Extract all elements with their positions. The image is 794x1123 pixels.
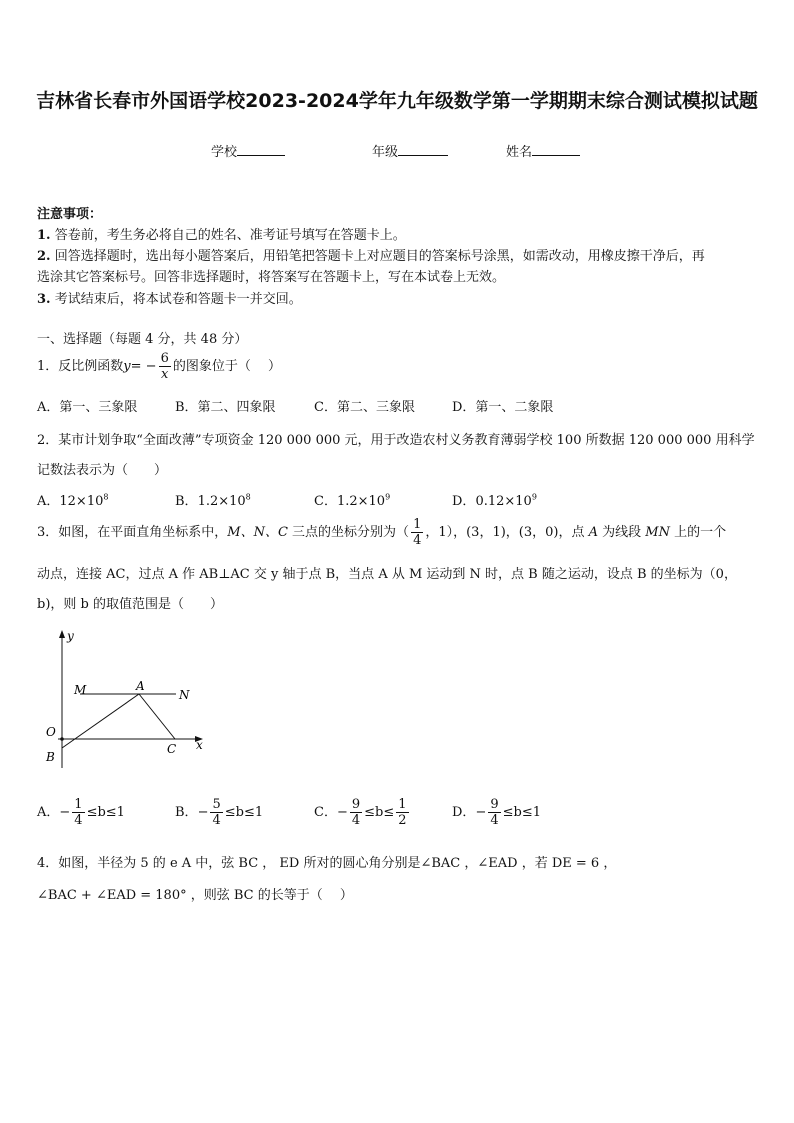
q3-option-d-frac: [488, 797, 500, 828]
q3-option-d[interactable]: [452, 795, 541, 831]
q2-option-c-label: C．: [314, 494, 337, 509]
label-n: N: [179, 688, 190, 702]
grade-field: [372, 141, 448, 160]
q2-option-a-base: 12×10: [59, 494, 104, 509]
q3-option-d-num: 9: [490, 797, 499, 812]
q2-option-b-label: B．: [175, 494, 198, 509]
label-m: M: [74, 683, 87, 697]
q2-option-b[interactable]: [175, 490, 251, 509]
label-b: B: [46, 750, 55, 764]
q2-option-d-base: 0.12×10: [475, 494, 532, 509]
q2-option-a-label: A．: [37, 494, 60, 509]
q3-line3: b)，则 b 的取值范围是（ ）: [37, 597, 223, 612]
q3-option-b-den: 4: [212, 813, 221, 828]
q3-option-d-neg: −: [475, 805, 487, 820]
q2-option-c-base: 1.2×10: [336, 494, 386, 509]
q3-option-a-frac: [72, 797, 84, 828]
q3-l1-a: 3．如图，在平面直角坐标系中，: [37, 525, 228, 540]
q2-line2: 记数法表示为（ ）: [37, 463, 168, 478]
segment-ab: [62, 694, 139, 748]
q3-l1-A: A: [588, 525, 599, 540]
q3-option-c-frac: [350, 797, 362, 828]
q1-option-c[interactable]: C．第二、三象限: [314, 400, 415, 415]
label-y: y: [67, 629, 74, 643]
q3-option-d-mid: ≤b≤1: [502, 805, 542, 820]
name-blank: [532, 143, 580, 156]
q3-fraction: [411, 517, 423, 548]
q3-l1-d: ，1），(3，1)，(3，0)，点: [425, 525, 589, 540]
school-field: [211, 141, 285, 160]
q3-option-c-den: 4: [351, 813, 361, 828]
label-a: A: [136, 679, 145, 693]
y-axis-arrow: [59, 630, 65, 638]
label-x: x: [196, 738, 203, 752]
section-heading: 一、选择题（每题 4 分，共 48 分）: [37, 332, 248, 347]
q3-l1-b: M、N、C: [227, 525, 288, 540]
q3-option-c-num2: 1: [398, 797, 407, 812]
q3-option-d-label: D．: [452, 805, 476, 820]
q3-option-a-neg: −: [59, 805, 71, 820]
q1-denominator: x: [161, 367, 169, 382]
label-o: O: [46, 725, 56, 739]
q1-var-y: y: [123, 359, 131, 374]
q1-equals: = −: [130, 359, 157, 374]
q3-option-a-den: 4: [74, 813, 83, 828]
q1-suffix: 的图象位于（ ）: [172, 359, 281, 374]
page-title: 吉林省长春市外国语学校2023-2024学年九年级数学第一学期期末综合测试模拟试题: [36, 90, 758, 112]
q1-option-d[interactable]: D．第一、二象限: [452, 400, 554, 415]
q2-option-b-exp: 8: [245, 492, 251, 502]
note-1-number: 1.: [37, 228, 51, 243]
q4-line2: ∠BAC + ∠EAD = 180° ，则弦 BC 的长等于（ ）: [37, 888, 353, 903]
notes-heading: 注意事项：: [37, 207, 103, 222]
q2-option-c-exp: 9: [385, 492, 391, 502]
q3-option-b-neg: −: [197, 805, 209, 820]
note-1: [37, 224, 406, 243]
question-1: [37, 350, 281, 384]
q3-l1-f: 上的一个: [669, 525, 727, 540]
note-3-number: 3.: [37, 292, 51, 307]
note-2: [37, 245, 705, 264]
name-field: [506, 141, 580, 160]
q2-option-a[interactable]: [37, 490, 108, 509]
q3-option-a[interactable]: [37, 795, 125, 831]
q2-option-d-exp: 9: [531, 492, 537, 502]
school-label: 学校: [211, 145, 238, 160]
q3-l1-MN: MN: [645, 525, 670, 540]
q3-option-c[interactable]: [314, 795, 411, 831]
q3-option-a-label: A．: [37, 805, 60, 820]
q3-l1-c: 三点的坐标分别为（: [287, 525, 410, 540]
q3-frac-num: 1: [413, 517, 422, 532]
q3-option-c-frac2: [396, 797, 408, 828]
q3-coordinate-figure: [38, 628, 218, 773]
note-2-number: 2.: [37, 249, 51, 264]
q3-frac-den: 4: [413, 533, 422, 548]
q3-option-c-label: C．: [314, 805, 337, 820]
q3-option-c-neg: −: [336, 805, 348, 820]
q1-option-b[interactable]: B．第二、四象限: [175, 400, 276, 415]
grade-blank: [398, 143, 448, 156]
q3-option-b-label: B．: [175, 805, 198, 820]
school-blank: [237, 143, 285, 156]
q3-option-d-den: 4: [490, 813, 499, 828]
q1-option-a[interactable]: A．第一、三象限: [37, 400, 138, 415]
q1-prefix: 1．反比例函数: [37, 359, 124, 374]
q3-option-b-mid: ≤b≤1: [224, 805, 264, 820]
note-3: [37, 288, 302, 307]
q3-option-b-num: 5: [212, 797, 221, 812]
q3-option-c-mid: ≤b≤: [364, 805, 395, 820]
origin-point: [60, 737, 64, 741]
q2-option-c[interactable]: [314, 490, 390, 509]
q2-option-a-exp: 8: [103, 492, 109, 502]
q3-option-c-num: 9: [351, 797, 361, 812]
note-1-text: 答卷前，考生务必将自己的姓名、准考证号填写在答题卡上。: [54, 228, 406, 243]
q3-option-b-frac: [210, 797, 222, 828]
q3-option-c-den2: 2: [398, 813, 407, 828]
q3-l1-e: 为线段: [598, 525, 646, 540]
q3-line2: 动点，连接 AC，过点 A 作 AB⊥AC 交 y 轴于点 B，当点 A 从 M 运动到 N 时，点 B 随之运动，设点 B 的坐标为（0，: [37, 567, 737, 582]
note-2-text-line2: 选涂其它答案标号。回答非选择题时，将答案写在答题卡上，写在本试卷上无效。: [37, 270, 506, 285]
label-c: C: [167, 742, 177, 756]
q2-option-b-base: 1.2×10: [197, 494, 246, 509]
q3-option-b[interactable]: [175, 795, 263, 831]
grade-label: 年级: [372, 145, 399, 160]
q3-option-a-num: 1: [74, 797, 83, 812]
name-label: 姓名: [506, 145, 533, 160]
q1-numerator: 6: [160, 351, 169, 366]
q4-line1: 4．如图，半径为 5 的 e A 中，弦 BC ， ED 所对的圆心角分别是∠BAC ，∠EAD ，若 DE = 6 ，: [37, 856, 617, 871]
q3-option-a-mid: ≤b≤1: [86, 805, 125, 820]
q2-line1: 2．某市计划争取“全面改薄”专项资金 120 000 000 元，用于改造农村义务教育薄弱学校 100 所数据 120 000 000 用科学: [37, 433, 755, 448]
q2-option-d[interactable]: [452, 490, 537, 509]
note-2-text-line1: 回答选择题时，选出每小题答案后，用铅笔把答题卡上对应题目的答案标号涂黑，如需改动，用橡皮擦干净后，再: [54, 249, 705, 264]
q2-option-d-label: D．: [452, 494, 476, 509]
q3-line1: [37, 515, 726, 551]
note-3-text: 考试结束后，将本试卷和答题卡一并交回。: [54, 292, 302, 307]
q1-fraction: [159, 351, 171, 382]
segment-ac: [139, 694, 175, 739]
